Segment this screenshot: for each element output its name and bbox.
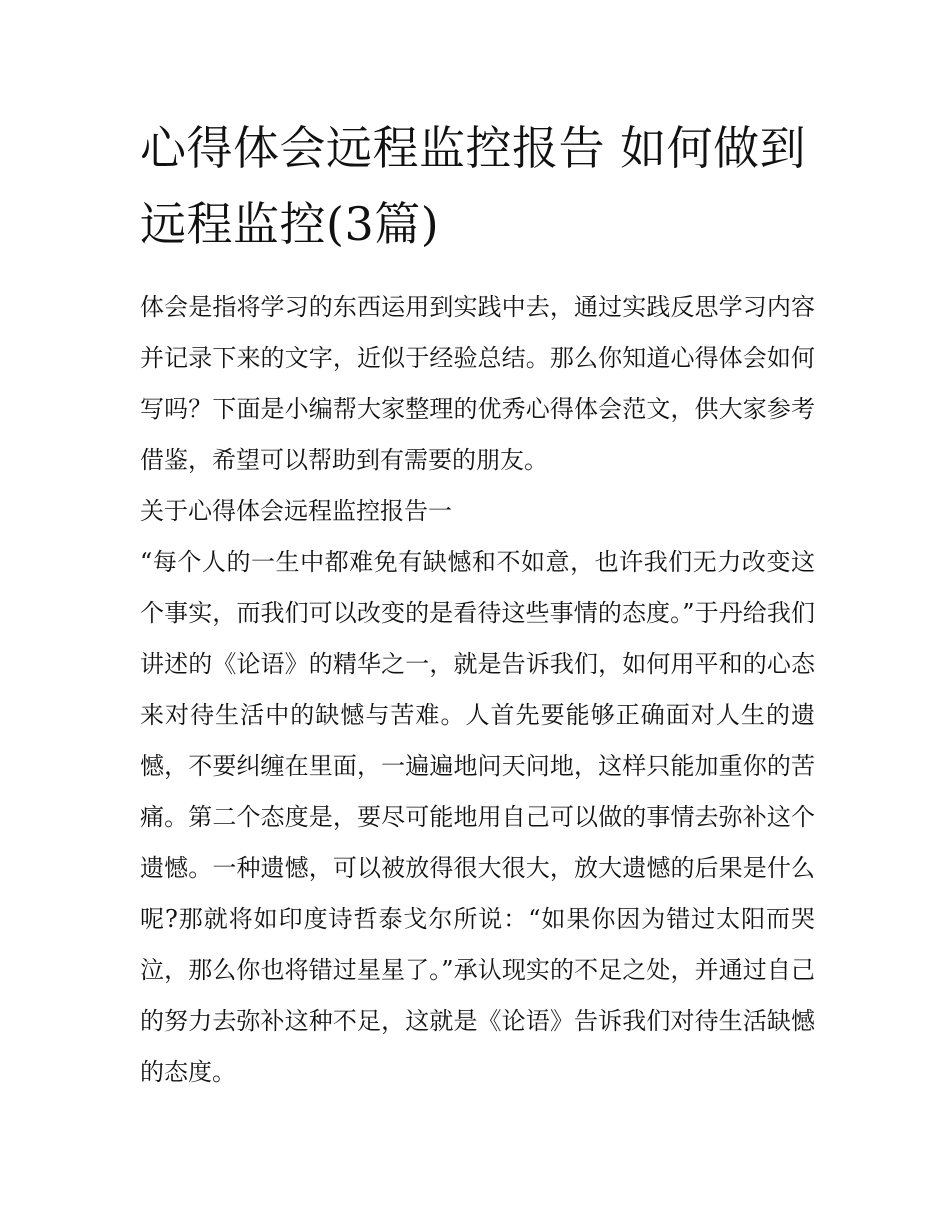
document-page: [140, 110, 815, 1098]
document-title: 心得体会远程监控报告 如何做到远程监控(3篇): [140, 121, 807, 251]
body-paragraph: “每个人的一生中都难免有缺憾和不如意，也许我们无力改变这个事实，而我们可以改变的是看待这些事情的态度。”于丹给我们讲述的《论语》的精华之一，就是告诉我们，如何用平和的心态来对待生活中的缺憾与苦难。人首先要能够正确面对人生的遗憾，不要纠缠在里面，一遍遍地问天问地，这样只能加重你的苦痛。第二个态度是，要尽可能地用自己可以做的事情去弥补这个遗憾。一种遗憾，可以被放得很大很大，放大遗憾的后果是什么呢?那就将如印度诗哲泰戈尔所说：“如果你因为错过太阳而哭泣，那么你也将错过星星了。”承认现实的不足之处，并通过自己的努力去弥补这种不足，这就是《论语》告诉我们对待生活缺憾的态度。: [140, 548, 815, 1086]
intro-paragraph: 体会是指将学习的东西运用到实践中去，通过实践反思学习内容并记录下来的文字，近似于经验总结。那么你知道心得体会如何写吗？下面是小编帮大家整理的优秀心得体会范文，供大家参考借鉴，希望可以帮助到有需要的朋友。: [140, 293, 815, 474]
section-heading: 关于心得体会远程监控报告一: [140, 497, 452, 525]
